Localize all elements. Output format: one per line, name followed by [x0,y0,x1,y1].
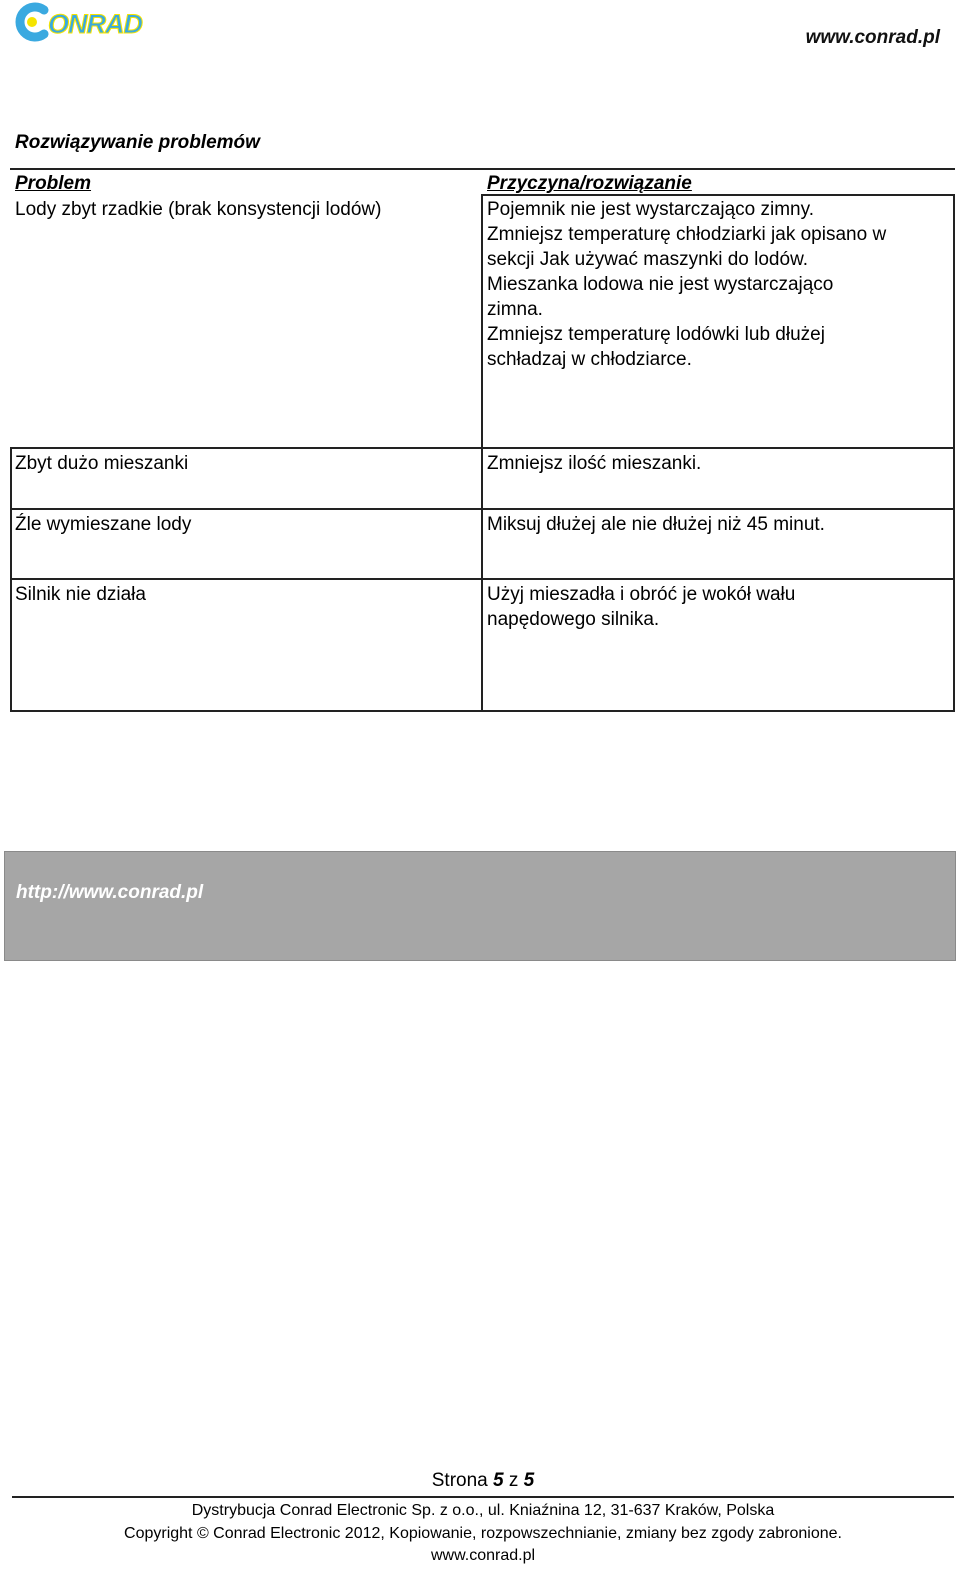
url-banner [4,851,956,961]
page-current: 5 [493,1470,504,1491]
footer-copyright: Copyright © Conrad Electronic 2012, Kopiowanie, rozpowszechnianie, zmiany bez zgody zabronione. [124,1525,842,1542]
svg-text:ONRAD: ONRAD [48,9,142,39]
table-right-border [953,194,955,712]
table-top-rule [10,168,955,170]
footer-rule [12,1496,954,1498]
table-cell-solution: Użyj mieszadła i obróć je wokół wału napędowego silnika. [487,584,796,630]
table-cell-solution: Miksuj dłużej ale nie dłużej niż 45 minut. [487,514,825,535]
table-column-divider [481,194,483,712]
page-number [0,1470,960,1492]
header-site-url[interactable]: www.conrad.pl [805,27,940,48]
footer-address: Dystrybucja Conrad Electronic Sp. z o.o., ul. Kniaźnina 12, 31-637 Kraków, Polska [191,1502,775,1519]
table-cell-problem: Źle wymieszane lody [15,514,192,535]
table-cell-problem: Zbyt dużo mieszanki [15,453,189,474]
conrad-logo [14,2,170,42]
banner-url-link[interactable]: http://www.conrad.pl [16,882,204,903]
table-cell-problem: Lody zbyt rzadkie (brak konsystencji lodów) [15,199,382,220]
table-left-border [10,447,12,712]
section-title: Rozwiązywanie problemów [15,132,260,153]
column-header-problem: Problem [15,173,92,194]
page-prefix: Strona [431,1470,488,1491]
page-separator: z [508,1470,519,1491]
page-total: 5 [523,1470,535,1491]
table-cell-solution: Pojemnik nie jest wystarczająco zimny. Zmniejsz temperaturę chłodziarki jak opisano w sekcji Jak używać maszynki do lodów. Mieszanka lodowa nie jest wystarczająco zimna. Zmniejsz temperaturę lodówki lub dłużej schładzaj w chłodziarce. [487,199,887,370]
column-header-solution: Przyczyna/rozwiązanie [487,173,692,194]
footer-url[interactable]: www.conrad.pl [430,1547,536,1564]
table-cell-solution: Zmniejsz ilość mieszanki. [487,453,702,474]
table-cell-problem: Silnik nie działa [15,584,146,605]
